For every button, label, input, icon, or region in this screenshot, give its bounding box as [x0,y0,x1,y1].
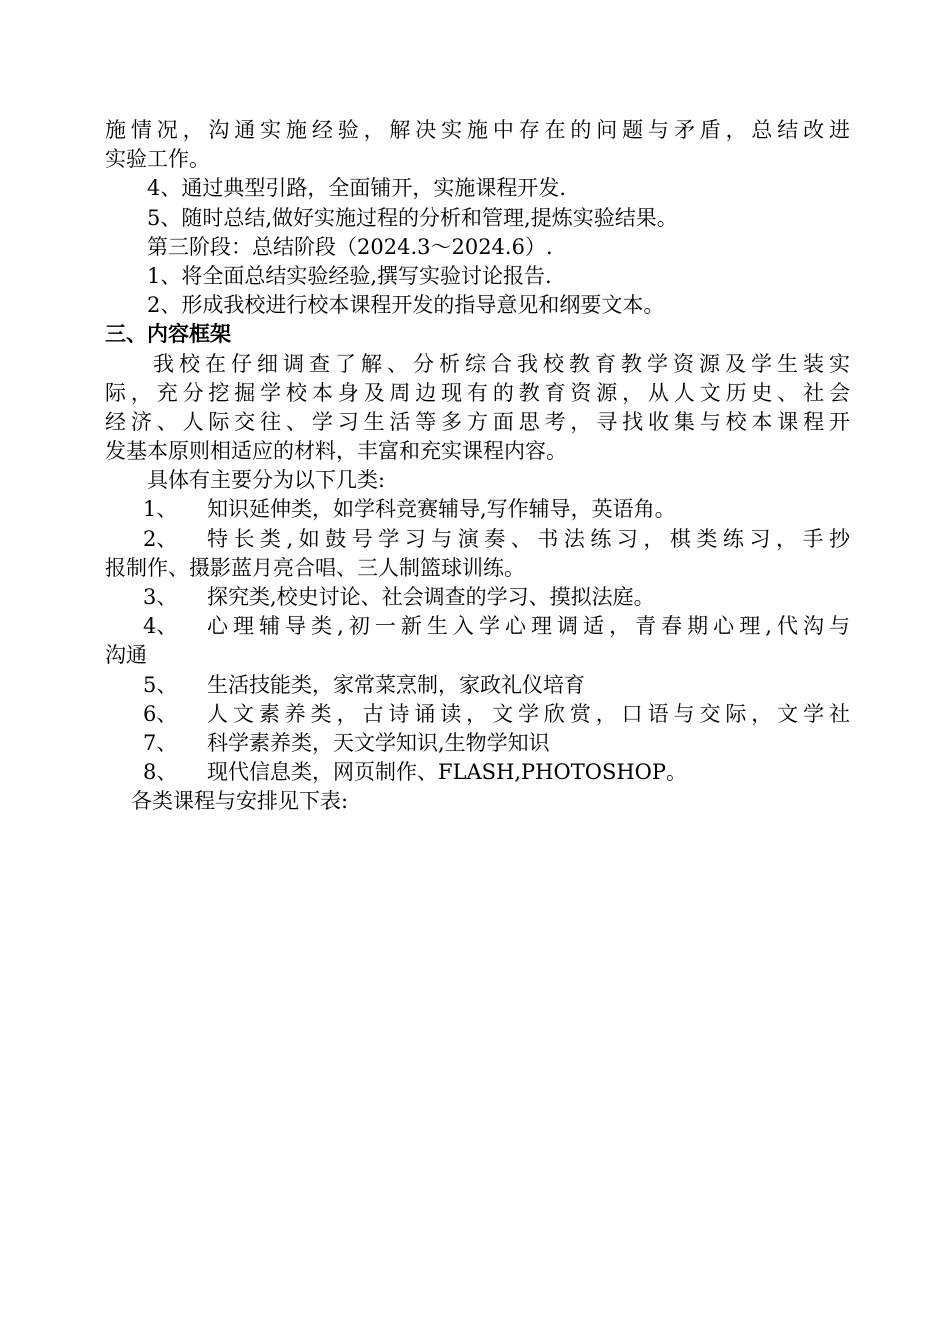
stage3-item-2: 2、形成我校进行校本课程开发的指导意见和纲要文本。 [147,293,665,318]
list-intro: 具体有主要分为以下几类: [147,468,386,493]
category-number: 2、 [143,526,178,551]
stage3-title: 第三阶段：总结阶段（2024.3～2024.6）. [147,234,553,259]
category-text: 探究类,校史讨论、社会调查的学习、摸拟法庭。 [207,585,655,609]
category-item-1 [105,495,850,524]
content-para-line-2: 际，充分挖掘学校本身及周边现有的教育资源，从人文历史、社会 [105,380,850,405]
category-number: 1、 [143,497,178,522]
category-item-2 [105,525,850,554]
category-text: 心理辅导类,初一新生入学心理调适，青春期心理,代沟与 [207,614,850,639]
intro-line-2: 实验工作。 [105,147,210,172]
stage3-item-1: 1、将全面总结实验经验,撰写实验讨论报告. [147,263,552,288]
intro-line-1: 施情况，沟通实施经验，解决实施中存在的问题与矛盾，总结改进 [105,118,850,142]
category-number: 8、 [143,760,178,785]
category-item-5 [105,671,850,700]
category-text: 特长类,如鼓号学习与演奏、书法练习，棋类练习，手抄 [207,526,850,551]
category-item-8 [105,758,850,787]
stage2-item-5: 5、随时总结,做好实施过程的分析和管理,提炼实验结果。 [147,205,678,230]
category-number: 7、 [143,730,178,755]
closing-line: 各类课程与安排见下表: [131,789,349,814]
category-item-2-continued: 报制作、摄影蓝月亮合唱、三人制篮球训练。 [105,555,525,580]
category-text: 生活技能类，家常菜烹制，家政礼仪培育 [207,672,585,697]
category-text: 知识延伸类，如学科竞赛辅导,写作辅导，英语角。 [207,497,676,522]
stage2-item-4: 4、通过典型引路，全面铺开，实施课程开发. [147,176,567,201]
category-item-7 [105,729,850,758]
category-item-4 [105,612,850,641]
content-para-line-3: 经济、人际交往、学习生活等多方面思考，寻找收集与校本课程开 [105,409,850,434]
content-para-line-1: 我校在仔细调查了解、分析综合我校教育教学资源及学生装实 [153,351,850,376]
content-para-line-4: 发基本原则相适应的材料，丰富和充实课程内容。 [105,439,567,464]
category-number: 6、 [143,701,178,726]
section-heading: 三、内容框架 [105,322,231,347]
category-item-4-continued: 沟通 [105,643,147,668]
category-item-3 [105,583,850,612]
category-number: 3、 [143,585,178,609]
category-text: 人文素养类，古诗诵读，文学欣赏，口语与交际，文学社 [207,701,850,726]
category-text: 科学素养类，天文学知识,生物学知识 [207,730,550,755]
category-text: 现代信息类，网页制作、FLASH,PHOTOSHOP。 [207,760,687,785]
category-number: 5、 [143,672,178,697]
category-number: 4、 [143,614,178,639]
document-page [105,116,850,817]
category-item-6 [105,700,850,729]
